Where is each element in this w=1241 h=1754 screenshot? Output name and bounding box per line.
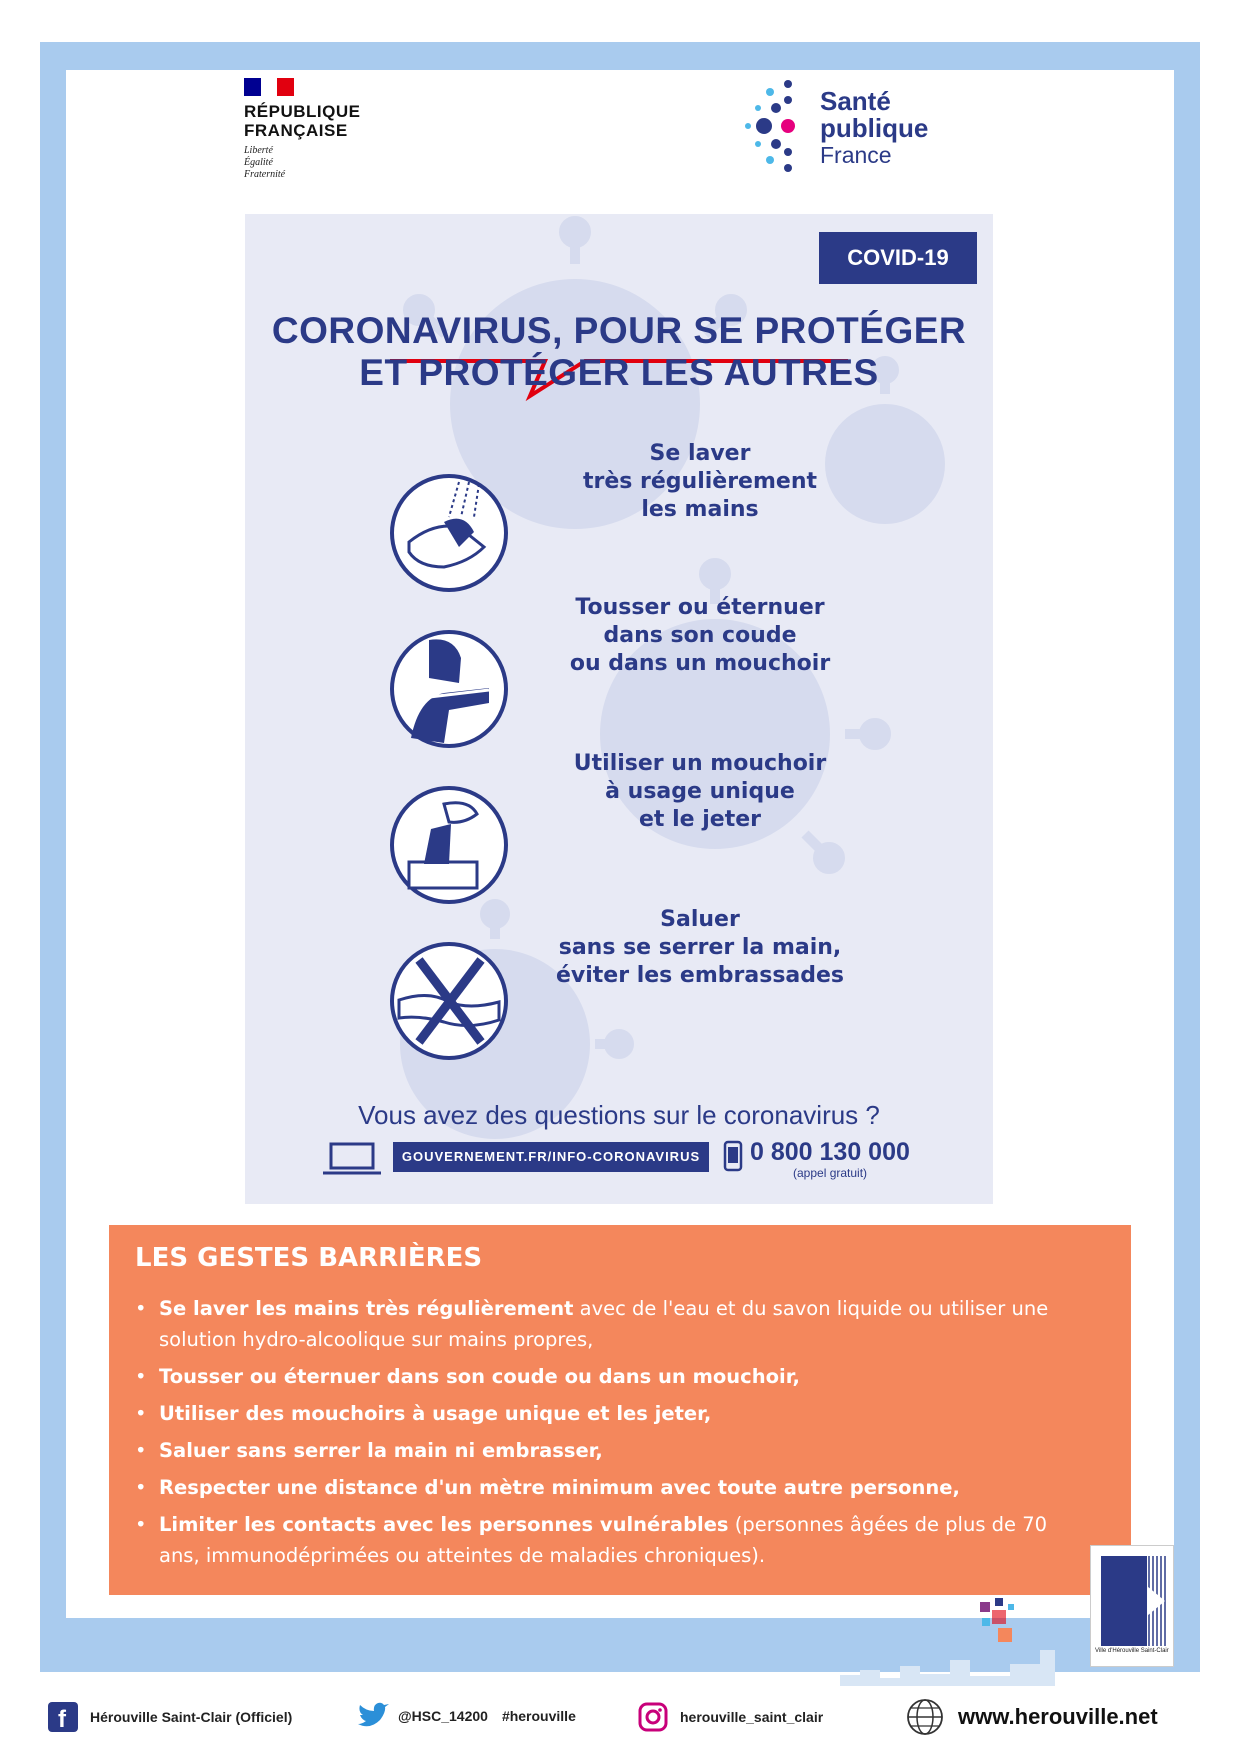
- gesture-1-text: Se laver très régulièrement les mains: [582, 441, 818, 522]
- svg-text:f: f: [58, 1706, 66, 1732]
- website-link[interactable]: www.herouville.net: [906, 1698, 1158, 1736]
- list-item: • Se laver les mains très régulièrement avec de l'eau et du savon liquide ou utiliser une solution hydro-alcoolique sur mains propres,: [135, 1293, 1055, 1355]
- cough-elbow-icon: [389, 628, 509, 750]
- french-flag-icon: [244, 78, 294, 96]
- republique-francaise-logo: [244, 78, 384, 181]
- questions-text: Vous avez des questions sur le coronavirus ?: [358, 1100, 880, 1130]
- tissue-box-icon: [389, 784, 509, 906]
- city-skyline-icon: [840, 1590, 1090, 1686]
- barrieres-list: [135, 1293, 1055, 1577]
- gestes-barrieres-box: [109, 1225, 1131, 1595]
- list-item: • Limiter les contacts avec les personnes vulnérables (personnes âgées de plus de 70 ans, immunodéprimées ou atteintes de maladies chroniques).: [135, 1509, 1055, 1571]
- no-handshake-icon: [389, 940, 509, 1062]
- globe-icon: [906, 1698, 944, 1736]
- list-item: • Saluer sans serrer la main ni embrasser,: [135, 1435, 1055, 1466]
- list-item: • Respecter une distance d'un mètre minimum avec toute autre personne,: [135, 1472, 1055, 1503]
- barrieres-title: LES GESTES BARRIÈRES: [135, 1243, 483, 1273]
- gesture-2-text: Tousser ou éternuer dans son coude ou dans un mouchoir: [569, 595, 831, 676]
- hand-washing-icon: [389, 472, 509, 594]
- ville-stripes-icon: [1147, 1556, 1167, 1646]
- sante-dots-icon: [742, 78, 812, 178]
- hotline-note: (appel gratuit): [793, 1166, 868, 1180]
- ville-herouville-logo: [1090, 1545, 1174, 1667]
- list-item: • Utiliser des mouchoirs à usage unique et les jeter,: [135, 1398, 1055, 1429]
- smartphone-icon: [723, 1140, 743, 1172]
- footer: [0, 1686, 1241, 1746]
- instagram-icon: [638, 1702, 668, 1732]
- ville-logo-label: Ville d'Hérouville Saint-Clair: [1095, 1648, 1169, 1654]
- gesture-4-text: Saluer sans se serrer la main, éviter les embrassades: [555, 907, 845, 988]
- laptop-icon: [323, 1142, 381, 1176]
- instagram-link[interactable]: herouville_saint_clair: [638, 1702, 823, 1732]
- list-item: • Tousser ou éternuer dans son coude ou dans un mouchoir,: [135, 1361, 1055, 1392]
- rf-name: RÉPUBLIQUE FRANÇAISE: [244, 102, 361, 140]
- covid-badge: COVID-19: [819, 232, 977, 284]
- poster-title: CORONAVIRUS, POUR SE PROTÉGER ET PROTÉGER LES AUTRES: [271, 310, 967, 393]
- gesture-3-text: Utiliser un mouchoir à usage unique et le jeter: [573, 751, 827, 832]
- hotline-number[interactable]: 0 800 130 000: [750, 1138, 910, 1166]
- facebook-icon: [48, 1702, 78, 1732]
- covid-poster: [245, 214, 993, 1204]
- twitter-link[interactable]: @HSC_14200 #herouville: [356, 1702, 576, 1730]
- twitter-icon: [356, 1702, 390, 1730]
- rf-motto: Liberté Égalité Fraternité: [244, 145, 286, 180]
- sante-publique-france-logo: Santé publique France: [742, 78, 942, 183]
- info-coronavirus-link[interactable]: GOUVERNEMENT.FR/INFO-CORONAVIRUS: [393, 1142, 709, 1172]
- facebook-link[interactable]: f Hérouville Saint-Clair (Officiel): [48, 1702, 292, 1732]
